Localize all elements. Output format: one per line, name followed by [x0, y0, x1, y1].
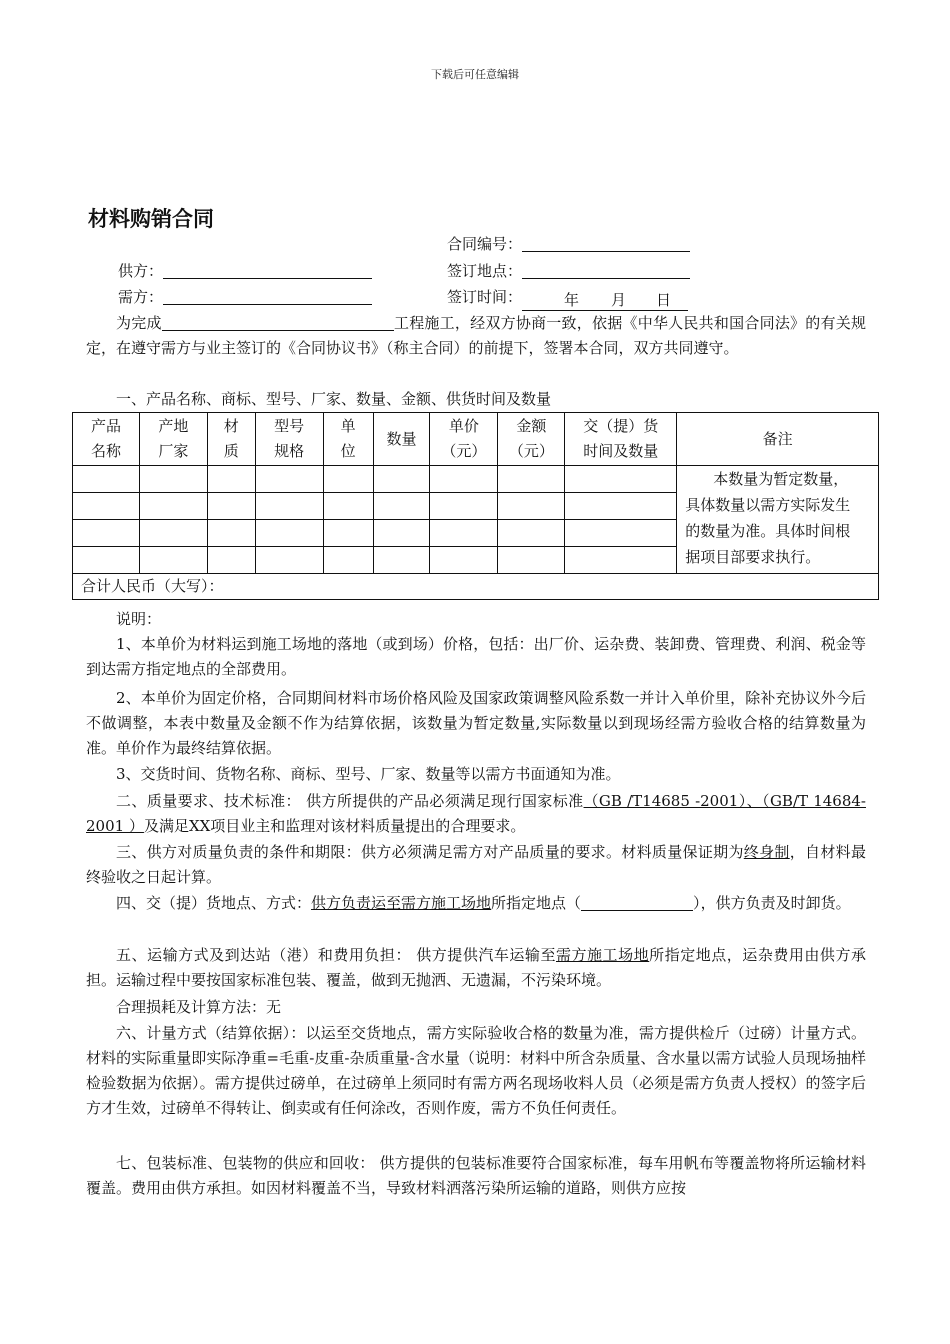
sign-time-row [447, 286, 688, 311]
sign-time-field[interactable] [522, 289, 688, 311]
table-cell[interactable] [373, 547, 430, 574]
table-cell[interactable] [207, 466, 255, 493]
table-header-row [73, 413, 879, 466]
buyer-label: 需方： [118, 288, 164, 306]
remark-line: 具体数量以需方实际发生 [685, 496, 851, 514]
table-cell[interactable] [430, 493, 498, 520]
notes-label: 说明： [116, 610, 162, 628]
note-3: 3、交货时间、货物名称、商标、型号、厂家、数量等以需方书面通知为准。 [116, 765, 621, 783]
remark-line: 的数量为准。具体时间根 [685, 522, 851, 540]
table-cell[interactable] [565, 520, 677, 547]
table-cell[interactable] [323, 466, 373, 493]
table-cell[interactable] [255, 520, 323, 547]
items-table [72, 412, 879, 600]
table-cell[interactable] [498, 520, 565, 547]
section5-place: 需方施工场地 [555, 946, 650, 964]
intro-prefix: 为完成 [116, 314, 162, 332]
table-cell[interactable] [373, 520, 430, 547]
table-cell[interactable] [73, 520, 140, 547]
remark-line: 本数量为暂定数量， [713, 470, 849, 488]
table-cell[interactable] [565, 493, 677, 520]
day-label: 日 [656, 291, 672, 309]
table-cell[interactable] [73, 547, 140, 574]
header-model: 型号 规格 [255, 413, 323, 466]
table-cell[interactable] [323, 493, 373, 520]
section7-paragraph: 七、包装标准、包装物的供应和回收： 供方提供的包装标准要符合国家标准，每车用帆布等覆盖物将所运输材料覆盖。费用由供方承担。如因材料覆盖不当，导致材料洒落污染所运输的道路，则供方应按 [86, 1154, 866, 1197]
section5-middle: 所指定地点， [649, 946, 743, 964]
section6-paragraph: 六、计量方式（结算依据）：以运至交货地点，需方实际验收合格的数量为准，需方提供检斤（过磅）计量方式。材料的实际重量即实际净重=毛重-皮重-杂质重量-含水量（说明：材料中所含杂质量、含水量以需方试验人员现场抽样检验数据为依据）。需方提供过磅单，在过磅单上须同时有需方两名现场收料人员（必须是需方负责人授权）的签字后方才生效，过磅单不得转让、倒卖或有任何涂改，否则作废，需方不负任何责任。 [86, 1024, 866, 1117]
table-cell[interactable] [498, 493, 565, 520]
section3-paragraph [86, 840, 866, 890]
section4-close: ） [693, 894, 701, 912]
sign-time-label: 签订时间： [447, 288, 523, 306]
section2-paragraph [86, 789, 866, 839]
contract-number-label: 合同编号： [447, 235, 523, 253]
table-cell[interactable] [73, 493, 140, 520]
project-name-field[interactable] [162, 314, 394, 331]
table-cell[interactable] [323, 547, 373, 574]
section5-paragraph [86, 943, 866, 993]
section1-heading: 一、产品名称、商标、型号、厂家、数量、金额、供货时间及数量 [116, 390, 552, 408]
note-2: 2、本单价为固定价格，合同期间材料市场价格风险及国家政策调整风险系数一并计入单价里，除补充协议外今后不做调整，本表中数量及金额不作为结算依据，该数量为暂定数量,实际数量以到现场经需方验收合格的结算数量为准。单价作为最终结算依据。 [86, 689, 866, 757]
header-material: 材 质 [207, 413, 255, 466]
table-cell[interactable] [498, 466, 565, 493]
header-amount: 金额 （元） [498, 413, 565, 466]
section2-prefix: 二、质量要求、技术标准： 供方所提供的产品必须满足现行国家标准 [116, 792, 584, 810]
table-cell[interactable] [430, 520, 498, 547]
section4-middle: 所指定地点（ [491, 894, 582, 912]
remark-line: 据项目部要求执行。 [685, 548, 821, 566]
supplier-field[interactable] [163, 262, 372, 279]
table-cell[interactable] [207, 520, 255, 547]
document-title: 材料购销合同 [88, 207, 214, 231]
year-label: 年 [564, 291, 580, 309]
table-cell[interactable] [430, 466, 498, 493]
section3-suffix: ，自材料最终验收之日起计算。 [86, 843, 866, 886]
section5-suffix: 运杂费用由供方承担。运输过程中要按国家标准包装、覆盖，做到无抛洒、无遗漏，不污染环境。 [86, 946, 866, 989]
header-note: 下载后可任意编辑 [431, 68, 519, 81]
supplier-row [118, 260, 372, 281]
buyer-row [118, 286, 372, 307]
sign-place-label: 签订地点： [447, 262, 523, 280]
table-cell[interactable] [498, 547, 565, 574]
sign-place-field[interactable] [522, 262, 690, 279]
intro-paragraph [86, 311, 866, 361]
table-cell[interactable] [323, 520, 373, 547]
header-unit-price: 单价 （元） [430, 413, 498, 466]
month-label: 月 [611, 291, 627, 309]
header-remark: 备注 [677, 413, 879, 466]
table-cell[interactable] [430, 547, 498, 574]
table-cell[interactable] [139, 520, 207, 547]
note-1: 1、本单价为材料运到施工场地的落地（或到场）价格，包括：出厂价、运杂费、装卸费、管理费、利润、税金等到达需方指定地点的全部费用。 [86, 635, 866, 678]
section2-suffix: 及满足XX项目业主和监理对该材料质量提出的合理要求。 [143, 817, 526, 835]
table-cell[interactable] [139, 466, 207, 493]
total-row [73, 574, 879, 600]
buyer-field[interactable] [163, 288, 372, 305]
supplier-label: 供方： [118, 262, 164, 280]
table-cell[interactable] [139, 493, 207, 520]
table-cell[interactable] [255, 547, 323, 574]
table-cell[interactable] [255, 493, 323, 520]
table-cell[interactable] [255, 466, 323, 493]
table-cell[interactable] [565, 547, 677, 574]
delivery-location-field[interactable] [581, 894, 693, 911]
remark-cell [677, 466, 879, 574]
table-cell[interactable] [139, 547, 207, 574]
header-delivery: 交（提）货 时间及数量 [565, 413, 677, 466]
section4-suffix: ，供方负责及时卸货。 [700, 894, 851, 912]
intro-text: 工程施工，经双方协商一致，依据《中华人民共和国合同法》的有关规定，在遵守需方与业主签订的《合同协议书》（称主合同）的前提下，签署本合同，双方共同遵守。 [86, 314, 866, 357]
table-cell[interactable] [207, 547, 255, 574]
section3-term: 终身制 [743, 843, 790, 861]
section2-standard: （GB /T14685 -2001）、（GB/T 14684-2001 ） [86, 792, 866, 835]
header-product-name: 产品 名称 [73, 413, 140, 466]
table-cell[interactable] [73, 466, 140, 493]
loss-paragraph: 合理损耗及计算方法：无 [116, 998, 282, 1016]
header-unit: 单 位 [323, 413, 373, 466]
section3-prefix: 三、供方对质量负责的条件和期限：供方必须满足需方对产品质量的要求。材料质量保证期为 [116, 843, 744, 861]
header-origin: 产地 厂家 [139, 413, 207, 466]
section5-prefix: 五、运输方式及到达站（港）和费用负担： 供方提供汽车运输至 [116, 946, 556, 964]
table-cell[interactable] [373, 466, 430, 493]
header-quantity: 数量 [373, 413, 430, 466]
contract-number-row [447, 233, 690, 254]
table-cell[interactable] [373, 493, 430, 520]
table-row [73, 466, 879, 493]
table-cell[interactable] [207, 493, 255, 520]
section4-method: 供方负责运至需方施工场地 [311, 894, 492, 912]
total-label[interactable]: 合计人民币（大写）： [73, 574, 879, 600]
section4-prefix: 四、交（提）货地点、方式： [116, 894, 312, 912]
table-cell[interactable] [565, 466, 677, 493]
section4-paragraph [86, 891, 866, 916]
sign-place-row [447, 260, 690, 281]
contract-number-field[interactable] [522, 235, 690, 252]
